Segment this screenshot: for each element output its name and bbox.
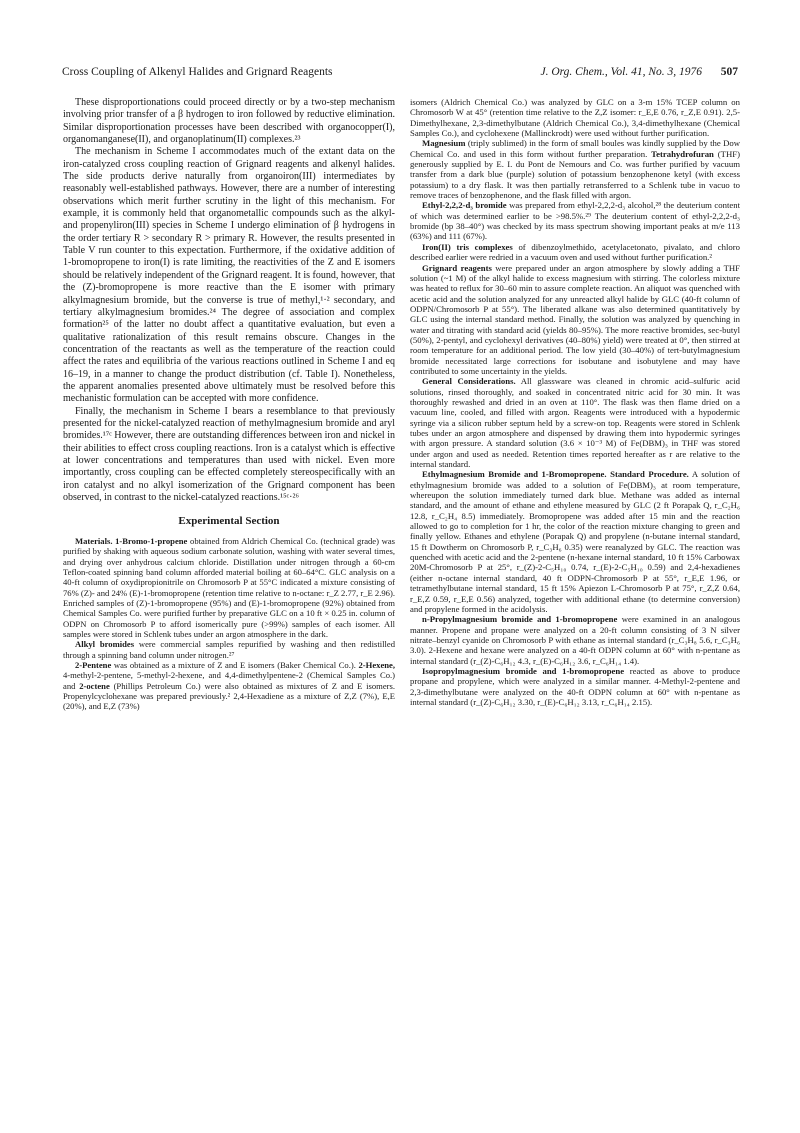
ethyl-d3-text: was prepared from ethyl-2,2,2-d₃ alcohol,²⁸ the deuterium content of which was determined earlier to be >98.5%.²⁹ The deuterium content of ethyl-2,2,2-d₃ bromide (bp 38–40°) was checked by its mass spectrum showing important peaks at m/e 113 (63%) and 111 (67%). — [410, 200, 741, 242]
thf-text: (THF) generously supplied by E. I. du Pont de Nemours and Co. was further purified by vacuum transfer from a dark blue (purple) solution of potassium benzophenone ketyl (with excess potassium) to a dry flask. It was then partially retransferred to a Schlenk tube in vacuo to remove traces of benzophenone, and the flask filled with argon. — [410, 148, 740, 201]
paragraph-n-propyl — [410, 614, 740, 666]
running-title: Cross Coupling of Alkenyl Halides and Grignard Reagents — [62, 66, 333, 78]
iron-complexes-text: of dibenzoylmethido, acetylacetonato, pivalato, and chloro described earlier were redried in a vacuum oven and used without further purification.² — [410, 241, 740, 263]
page-number: 507 — [720, 66, 738, 78]
isopropyl-run-in: Isopropylmagnesium bromide and 1-bromopropene — [422, 665, 625, 676]
n-propyl-text: were examined in an analogous manner. Propene and propane were analyzed on a 20-ft column consisting of 3 N silver nitrate–benzyl cyanide on Chromosorb P with ethane as internal standard (r_C₃H₈ 5.6, r_C₃H₆ 3.0). 2-Hexene and hexane were analyzed on a 40-ft ODPN column at 60° with n-pentane as internal standard (r_(Z)-C₆H₁₂ 4.3, r_(E)-C₆H₁₂ 3.6, r_C₆H₁₄ 1.4). — [410, 614, 740, 666]
paragraph-general-considerations — [410, 376, 740, 469]
ethyl-d3-run-in: Ethyl-2,2,2-d₃ bromide — [422, 200, 507, 211]
paragraph-alkyl-bromides — [63, 639, 395, 660]
paragraph-materials — [63, 536, 395, 639]
materials-run-in: Materials. 1-Bromo-1-propene — [75, 535, 188, 546]
standard-procedure-text: A solution of ethylmagnesium bromide was added to a solution of Fe(DBM)₃ at room temperature, whereupon the solution immediately turned dark blue. Methane was added as internal standard, and the amount of ethane and ethylene measured by GLC (2 ft Porapak Q, r_C₂H₆ 12.8, r_C₂H₄ 8.5) immediately. Bromopropene was added after 15 min and the reaction allowed to go to completion for 1 hr, the color of the reaction mixture changing to green and finally yellow. Ethanes and ethylene (Porapak Q) and propylene (n-butane internal standard, 15 ft Dowtherm on Chromosorb P, r_C₃H₆ 0.35) were reanalyzed by GLC. The reaction was quenched with acetic acid and the 2-pentene (n-hexane internal standard, 10 ft 15% Carbowax 20M-Chromosorb P at 25°, r_(Z)-2-C₅H₁₀ 0.74, r_(E)-2-C₅H₁₀ 0.59) and 2,4-hexadienes (either n-octane internal standard, 40 ft ODPN-Chromosorb P at 55°, r_E,E 1.96, or tetramethylbutane internal standard, 15 ft 15% Apiezon L-Chromosorb P at 75°, r_Z,Z 0.64, r_E,Z 0.59, r_E,E 0.56) analyzed, together with additional ethane (to determine conversion) and propylene formed in the acidolysis. — [410, 469, 740, 614]
general-text: All glassware was cleaned in chromic acid–sulfuric acid solutions, rinsed thoroughly, and soaked in concentrated nitric acid for 30 min. It was thoroughly rewashed and dried in an oven at 110°. The flask was then flame dried on a vacuum line, cooled, and filled with argon. Reagents were introduced with a hypodermic syringe via a silicon rubber septum held by a screw-on top. Reagents were stored in Schlenk tubes under an argon atmosphere and dispensed by drawing them into hypodermic syringes with argon pressure. A standard solution (3.6 × 10⁻³ M) of Fe(DBM)₃ in THF was stored under argon and used as needed. Retention times reported hereafter as r are relative to the internal standard. — [410, 376, 740, 470]
paragraph-hexadiene-continued: isomers (Aldrich Chemical Co.) was analyzed by GLC on a 3-m 15% TCEP column on Chromosorb W at 45° (retention time relative to the Z,Z isomer: r_E,E 0.76, r_Z,E 0.91). 2,5-Dimethylhexane, 2,3-dimethylbutane (Aldrich Chemical Co.), 3,4-dimethylhexane (Chemical Samples Co.), and cyclohexene (Mallinckrodt) were used without further purification. — [410, 97, 740, 139]
right-column — [410, 97, 740, 707]
journal-citation: J. Org. Chem., Vol. 41, No. 3, 1976 — [540, 66, 702, 78]
paragraph-ethyl-d3-bromide — [410, 200, 740, 241]
paragraph-standard-procedure — [410, 469, 740, 614]
thf-run-in: Tetrahydrofuran — [651, 148, 714, 159]
isopropyl-text: reacted as above to produce propane and propylene, which were analyzed in a similar manner. 4-Methyl-2-pentene and 2,3-dimethylbutane were analyzed on the 40-ft ODPN column at 60° with n-pentane as internal standard (r_(Z)-C₆H₁₂ 3.30, r_(E)-C₆H₁₂ 3.13, r_C₆H₁₄ 2.15). — [410, 665, 740, 707]
general-run-in: General Considerations. — [422, 376, 516, 387]
materials-text: obtained from Aldrich Chemical Co. (technical grade) was purified by shaking with aqueous sodium carbonate solution, washing with water several times, and drying over anhydrous calcium chloride. Distillation under nitrogen through a 60-cm Teflon-coated spinning band column afforded material boiling at 60–64°C. GLC analysis on a 40-ft column of oxydipropionitrile on Chromosorb P at 55°C indicated a mixture consisting of 76% (Z)- and 24% (E)-1-bromopropene (retention time relative to n-octane: r_Z 2.77, r_E 2.96). Enriched samples of (Z)-1-bromopropene (95%) and (E)-1-bromopropene (92%) obtained from Chemical Samples Co. were purified further by preparative GLC on a 10 ft × 0.25 in. column of ODPN on Chromosorb P to afford isomerically pure (>99%) samples of each isomer. All samples were stored in Schlenk tubes under an argon atmosphere in the dark. — [63, 535, 396, 639]
paragraph-isopropyl — [410, 666, 740, 707]
iron-complexes-run-in: Iron(II) tris complexes — [422, 241, 513, 252]
n-propyl-run-in: n-Propylmagnesium bromide and 1-bromopropene — [422, 614, 618, 625]
grignard-text: were prepared under an argon atmosphere by slowly adding a THF solution (~1 M) of the alkyl halide to excess magnesium with stirring. The colorless mixture was heated to reflux for 30–60 min to assure complete reaction. An aliquot was quenched with acetic acid and the solution analyzed for any unreacted alkyl halide by GLC (40-ft column of ODPN/Chromosorb P at 55°). The liberated alkane was also determined quantitatively by GLC using the internal standard method. Finally, the solution was analyzed by quenching in water and titrating with standard acid (yields 80–95%). The more reactive bromides, sec-butyl (50%), 2-pentyl, and cyclohexyl derivatives (40–80%) yield) were treated at 0°, then stirred at room temperature for an additional period. The low yield (30–40%) of tert-butylmagnesium bromide necessitated large corrections for isobutane and isobutylene and may have contributed to some uncertainty in the yields. — [410, 262, 740, 376]
alkyl-bromides-text: were commercial samples repurified by washing and then redistilled through a spinning band column under nitrogen.²⁷ — [63, 639, 395, 660]
alkyl-bromides-run-in: Alkyl bromides — [75, 639, 135, 650]
octene-run-in: 2-octene — [79, 680, 110, 691]
hexene-text: 4-methyl-2-pentene, 5-methyl-2-hexene, and 4,4-dimethylpentene-2 (Chemical Samples Co.) and — [63, 670, 395, 691]
pentene-run-in: 2-Pentene — [75, 660, 112, 671]
grignard-run-in: Grignard reagents — [422, 262, 492, 273]
magnesium-text: (triply sublimed) in the form of small boules was kindly supplied by the Dow Chemical Co. and used in this form without further preparation. — [410, 138, 740, 159]
running-header — [62, 66, 738, 82]
octene-text: (Phillips Petroleum Co.) were also obtained as mixtures of Z and E isomers. Propenylcyclohexane was prepared previously.² 2,4-Hexadiene as a mixture of Z,Z (7%), E,E (20%), and E,Z (73%) — [63, 680, 396, 712]
experimental-heading: Experimental Section — [178, 515, 280, 528]
paragraph-mechanism: The mechanism in Scheme I accommodates much of the extant data on the iron-catalyzed cross coupling reaction of Grignard reagents and alkenyl halides. The side products derive naturally from organoiron(III) intermediates by reasonably well-established pathways. However, there are a number of interesting observations which merit further scrutiny in the light of this mechanism. For example, it is commonly held that organometallic compounds such as the alkyl- and propenyliron(III) species in Scheme I undergo elimination of β hydrogens in the order tertiary R > secondary R > primary R. However, the results presented in Table V run counter to this expectation. Furthermore, if the oxidative addition of 1-bromopropene to iron(I) is rate limiting, the reactivities of the Z and E isomers should be relatively independent of the Grignard reagent. It is found, however, that the (Z)-bromopropene is more reactive than the E isomer with primary alkylmagnesium bromide, but the converse is true of methyl,¹·² secondary, and tertiary alkylmagnesium bromides.²⁴ The degree of association and complex formation²⁵ of the latter no doubt affect a quantitative evaluation, but even a qualitative rationalization of this result remains obscure. Changes in the concentration of the reactants as well as the temperature of the reaction could affect the rates and equilibria of the various reactions outlined in Scheme I and eq 16–19, in a manner to change the product distribution (cf. Table I). Nonetheless, the apparent anomalies presented above ultimately must be resolved before this mechanistic formulation can be accepted with more confidence. — [63, 146, 395, 405]
paragraph-nickel-comparison: Finally, the mechanism in Scheme I bears a resemblance to that previously presented for the nickel-catalyzed reaction of methylmagnesium bromide and aryl bromides.¹⁷ᶜ However, there are outstanding differences between iron and nickel in their abilities to effect cross coupling reactions. Iron is a catalyst which is effective at lower concentrations and temperatures than used with nickel. Even more importantly, cross coupling can be effected completely stereospecifically with an iron catalyst and no alkyl isomerization of the Grignard component has been observed, in contrast to the nickel-catalyzed reactions.¹⁵ᶜ·²⁶ — [63, 405, 395, 503]
paragraph-iron-complexes — [410, 242, 740, 263]
pentene-text: was obtained as a mixture of Z and E isomers (Baker Chemical Co.). — [111, 660, 359, 671]
paragraph-magnesium-thf — [410, 138, 740, 200]
paragraph-grignard-reagents — [410, 263, 740, 377]
paragraph-olefins — [63, 660, 395, 712]
magnesium-run-in: Magnesium — [422, 138, 466, 149]
hexene-run-in: 2-Hexene, — [358, 660, 395, 671]
left-column — [63, 97, 395, 712]
standard-procedure-run-in: Ethylmagnesium Bromide and 1-Bromopropene. Standard Procedure. — [422, 469, 689, 480]
paragraph-disproportionation: These disproportionations could proceed directly or by a two-step mechanism involving prior transfer of a β hydrogen to iron followed by reductive elimination. Similar disproportionation processes have been described with organocopper(I), organomanganese(II), and organoplatinum(II) complexes.²³ — [63, 97, 395, 146]
